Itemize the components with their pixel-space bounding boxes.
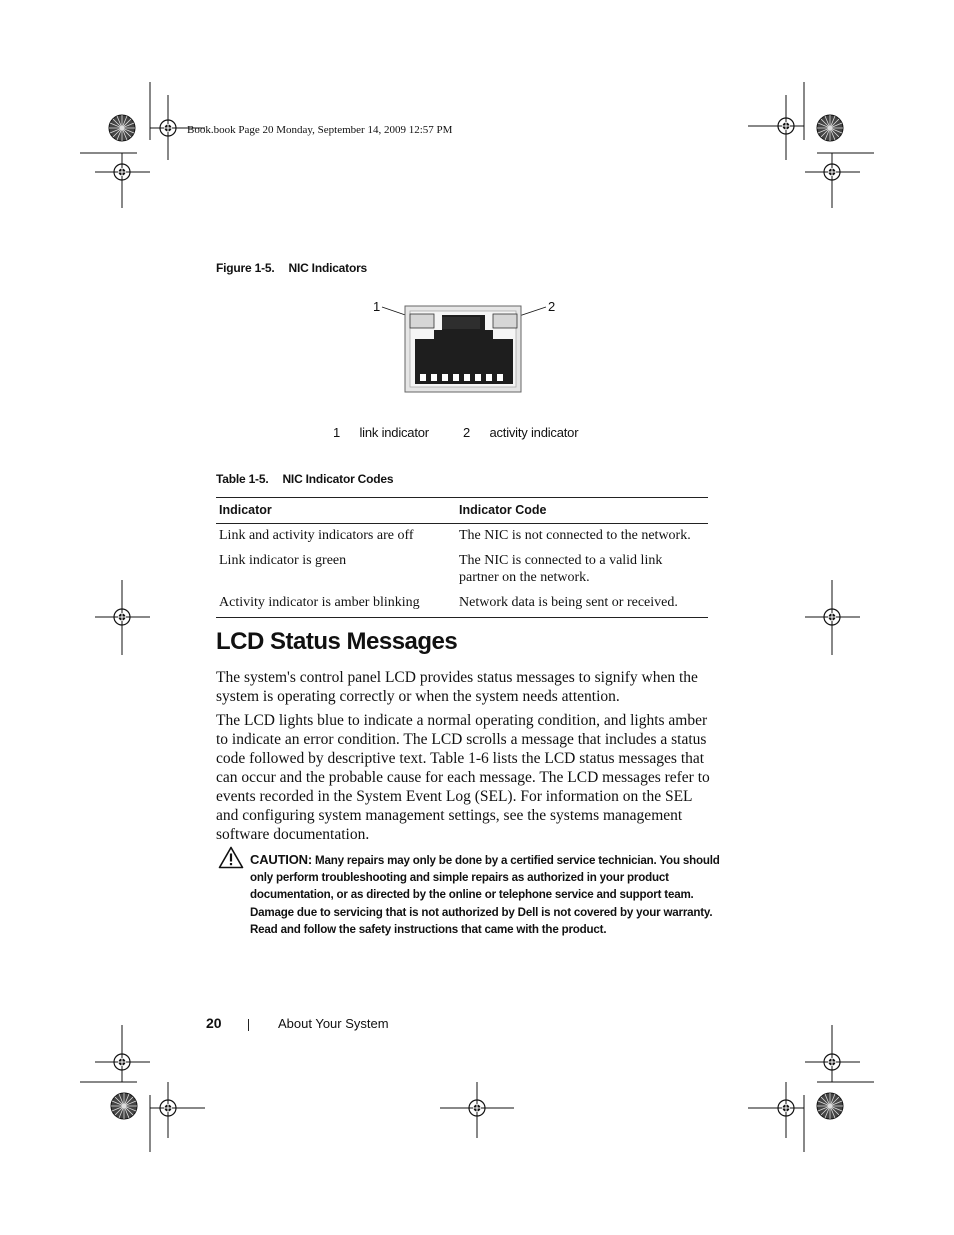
table-caption bbox=[216, 472, 393, 486]
body-paragraph: The system's control panel LCD provides status messages to signify when the system is operating correctly or when the system needs attention. bbox=[216, 669, 698, 705]
section-heading: LCD Status Messages bbox=[216, 628, 458, 655]
caution-text: Many repairs may only be done by a certified service technician. You should only perform troubleshooting and simple repairs as authorized in your product documentation, or as directed by the online or telephone service and support team. Damage due to servicing that is not authorized by Dell is not covered by your warranty. Read and follow the safety instructions that came with the product. bbox=[250, 854, 720, 936]
link-indicator-led bbox=[410, 314, 434, 328]
table-row bbox=[216, 550, 708, 592]
table-cell: The NIC is not connected to the network. bbox=[459, 528, 691, 543]
table-header-row bbox=[216, 498, 708, 524]
table-cell: Network data is being sent or received. bbox=[459, 595, 678, 610]
body-paragraph: The LCD lights blue to indicate a normal operating condition, and lights amber to indicate an error condition. The LCD scrolls a message that includes a status code followed by descriptive text. Table 1-6 lists the LCD status messages that can occur and the probable cause for each message. The LCD messages refer to events recorded in the System Event Log (SEL). For information on the SEL and configuring system management settings, see the systems management software documentation. bbox=[216, 712, 710, 843]
nic-port-diagram bbox=[360, 295, 560, 400]
callout-2-label: 2 bbox=[548, 299, 556, 314]
caution-notice bbox=[250, 851, 720, 938]
footer-divider bbox=[248, 1019, 249, 1031]
column-header: Indicator Code bbox=[456, 498, 708, 524]
legend-item bbox=[333, 425, 429, 440]
table-cell: The NIC is connected to a valid link partner on the network. bbox=[459, 553, 663, 585]
legend-number: 1 bbox=[333, 425, 341, 440]
callout-1-label: 1 bbox=[373, 299, 381, 314]
legend-label: link indicator bbox=[359, 425, 429, 440]
chapter-title: About Your System bbox=[278, 1016, 389, 1031]
nic-indicator-table bbox=[216, 497, 708, 618]
table-cell: Link and activity indicators are off bbox=[219, 528, 414, 543]
table-row bbox=[216, 524, 708, 551]
table-number: Table 1-5. bbox=[216, 472, 269, 486]
table-title: NIC Indicator Codes bbox=[282, 472, 394, 486]
figure-caption bbox=[216, 261, 367, 275]
caution-label: CAUTION: bbox=[250, 852, 312, 867]
legend-label: activity indicator bbox=[489, 425, 579, 440]
warning-icon bbox=[218, 846, 244, 869]
legend-item bbox=[463, 425, 578, 440]
table-cell: Link indicator is green bbox=[219, 553, 347, 568]
page-number: 20 bbox=[206, 1015, 222, 1031]
table-row bbox=[216, 592, 708, 618]
column-header: Indicator bbox=[216, 498, 456, 524]
activity-indicator-led bbox=[493, 314, 517, 328]
figure-number: Figure 1-5. bbox=[216, 261, 275, 275]
figure-title: NIC Indicators bbox=[288, 261, 368, 275]
page-header: Book.book Page 20 Monday, September 14, 2009 12:57 PM bbox=[187, 124, 453, 136]
table-cell: Activity indicator is amber blinking bbox=[219, 595, 420, 610]
legend-number: 2 bbox=[463, 425, 471, 440]
